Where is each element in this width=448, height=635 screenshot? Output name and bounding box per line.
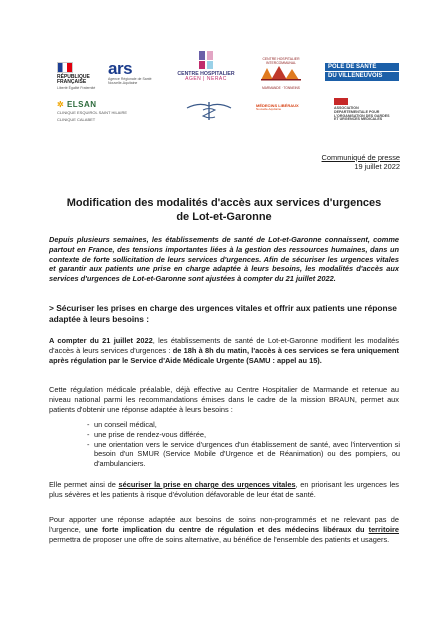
centre-hospitalier-agen-nerac-logo: CENTRE HOSPITALIER AGEN | NERAC: [168, 50, 244, 83]
caduceus-icon: [181, 100, 237, 122]
paragraph-regulation: Cette régulation médicale préalable, déjà effective au Centre Hospitalier de Marmande et retenue au niveau national parmi les recommandations émises dans le cadre de la mission BRAUN, permet aux patients d'obtenir une réponse adaptée à leurs besoins :: [49, 385, 399, 414]
marmande-tonneins-logo: CENTRE HOSPITALIER INTERCOMMUNAL MARMANDE · TONNEINS: [256, 58, 306, 90]
elsan-leaf-icon: ✲: [57, 100, 65, 109]
paragraph-access-change: A compter du 21 juillet 2022, les établissements de santé de Lot-et-Garonne modifient les modalités d'accès à leurs services d'urgences : de 18h à 8h du matin, l'accès à ces services se fera uniquement après régulation par le Service d'Aide Médicale Urgente (SAMU : appel au 15).: [49, 336, 399, 365]
list-item: - une prise de rendez-vous différée,: [94, 430, 400, 440]
press-release-header: [322, 154, 400, 172]
ars-logo: ars Agence Régionale de Santé Nouvelle-Aquitaine: [108, 59, 152, 85]
press-release-date: 19 juillet 2022: [354, 161, 400, 171]
marianne-flag-icon: [57, 62, 73, 73]
hospital-cross-icon: [197, 50, 215, 70]
pole-de-sante-villeneuvois-logo: PÔLE DE SANTÉ DU VILLENEUVOIS: [325, 63, 399, 82]
page-title: Modification des modalités d'accès aux services d'urgences de Lot-et-Garonne: [66, 197, 382, 223]
list-item: - une orientation vers le service d'urgences d'un établissement de santé, avec l'intervention si besoin d'un SMUR (Service Mobile d'Urgence et de Réanimation) ou des pompiers, ou d'ambulanciers.: [94, 440, 400, 469]
association-emblem-icon: [334, 98, 348, 105]
press-release-label: Communiqué de presse: [321, 153, 400, 162]
marmande-building-icon: [259, 65, 303, 81]
association-gardes-urgences-logo: ASSOCIATION DEPARTEMENTALE POUR L'ORGANISATION DES GARDES ET URGENCES MEDICALES: [334, 98, 406, 122]
caduceus-logo: [181, 100, 237, 127]
section-heading: > Sécuriser les prises en charge des urgences vitales et offrir aux patients une réponse adaptée à leurs besoins :: [49, 303, 397, 324]
paragraph-alternative-care: Pour apporter une réponse adaptée aux besoins de soins non-programmés et ne relevant pas de l'urgence, une forte implication du centre de régulation et des médecins libéraux du territoire permettra de proposer une offre de soins alternative, au bénéfice de l'ensemble des patients et usagers.: [49, 515, 400, 544]
list-item: - un conseil médical,: [94, 420, 400, 430]
paragraph-vital-emergencies: Elle permet ainsi de sécuriser la prise en charge des urgences vitales, en priorisant les urgences les plus sévères et les patients à risque d'évolution défavorable de leur état de santé.: [49, 480, 399, 499]
elsan-logo: ✲ ELSAN CLINIQUE ESQUIROL SAINT HILAIRE CLINIQUE CALABET: [57, 100, 128, 122]
republique-francaise-logo: RÉPUBLIQUE FRANÇAISE Liberté Égalité Fraternité: [57, 62, 105, 90]
response-options-list: [94, 420, 400, 469]
intro-paragraph: Depuis plusieurs semaines, les établissements de santé de Lot-et-Garonne connaissent, comme partout en France, des tensions importantes liées à la gestion des ressources humaines, dans un contexte de forte sollicitation de leurs services d'urgences. Afin de sécuriser les urgences vitales et garantir aux patients une prise en charge adaptée à leurs besoins, les modalités d'accès aux services d'urgences de Lot-et-Garonne sont ajustées à compter du 21 juillet 2022.: [49, 235, 399, 284]
medecins-liberaux-logo: MÉDECINS LIBÉRAUX Nouvelle-Aquitaine: [256, 103, 299, 112]
